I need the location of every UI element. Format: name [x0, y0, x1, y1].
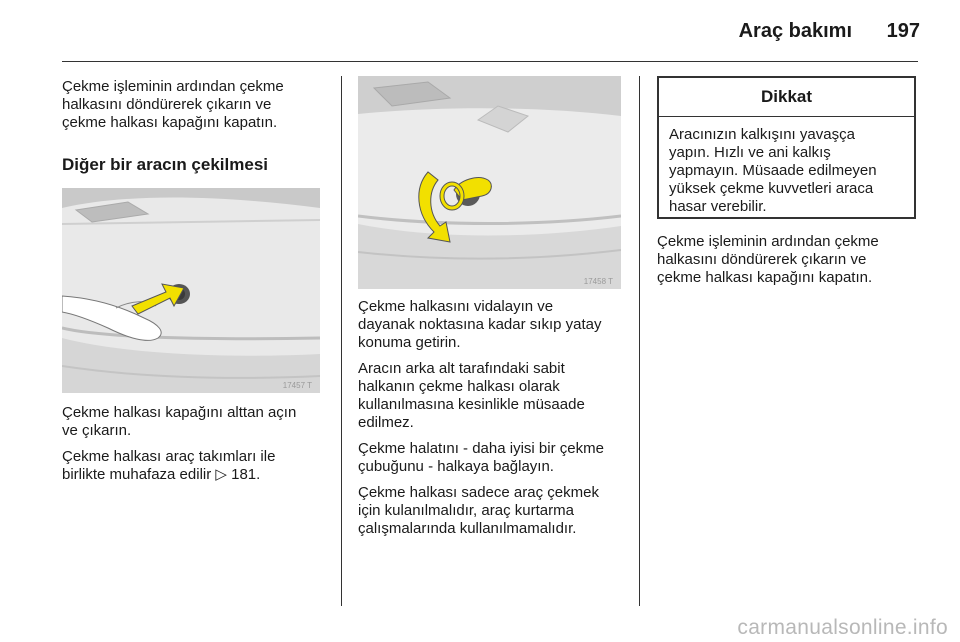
- paragraph: Çekme halkası sadece araç çekmek için kulanılmalıdır, araç kurtarma çalışmalarında kullanılmamalıdır.: [358, 484, 599, 537]
- figure-label: 17458 T: [583, 277, 613, 286]
- header-rule: [62, 61, 918, 62]
- paragraph: Çekme halkası kapağını alttan açın ve çıkarın.: [62, 404, 297, 439]
- figure-label: 17457 T: [282, 381, 312, 390]
- tow-eye-illustration: [358, 76, 621, 289]
- section-heading: Diğer bir aracın çekilmesi: [62, 155, 268, 174]
- header-title: Araç bakımı: [738, 20, 852, 42]
- intro-paragraph: Çekme işleminin ardından çekme halkasını döndürerek çıkarın ve çekme halkası kapağını kapatın.: [62, 78, 284, 131]
- tow-cover-illustration: [62, 188, 320, 393]
- footer-watermark: carmanualsonline.info: [737, 616, 948, 639]
- column-1-lower: [62, 404, 332, 492]
- paragraph: Çekme işleminin ardından çekme halkasını döndürerek çıkarın ve çekme halkası kapağını kapatın.: [657, 233, 879, 286]
- paragraph: Çekme halatını - daha iyisi bir çekme çubuğunu - halkaya bağlayın.: [358, 440, 604, 475]
- warning-title: Dikkat: [659, 78, 914, 117]
- column-divider-2: [639, 76, 640, 606]
- paragraph: Çekme halkasını vidalayın ve dayanak noktasına kadar sıkıp yatay konuma getirin.: [358, 298, 602, 351]
- column-divider-1: [341, 76, 342, 606]
- page-reference[interactable]: 181.: [231, 466, 261, 483]
- triangle-reference-icon[interactable]: ▷: [215, 466, 227, 483]
- page-number: 197: [886, 20, 920, 42]
- warning-box: [657, 76, 916, 219]
- figure-tow-eye: [358, 76, 621, 289]
- paragraph: Çekme halkası araç takımları ile birlikte muhafaza edilir ▷ 181.: [62, 448, 276, 483]
- column-2: [358, 298, 634, 546]
- column-3: [657, 233, 919, 295]
- column-1: [62, 78, 332, 174]
- warning-text: Aracınızın kalkışını yavaşça yapın. Hızlı ve ani kalkış yapmayın. Müsaade edilmeyen yüksek çekme kuvvetleri araca hasar verebilir.: [669, 126, 877, 215]
- paragraph: Aracın arka alt tarafındaki sabit halkanın çekme halkası olarak kullanılmasına kesinlikle müsaade edilmez.: [358, 360, 585, 431]
- figure-tow-cover: [62, 188, 320, 393]
